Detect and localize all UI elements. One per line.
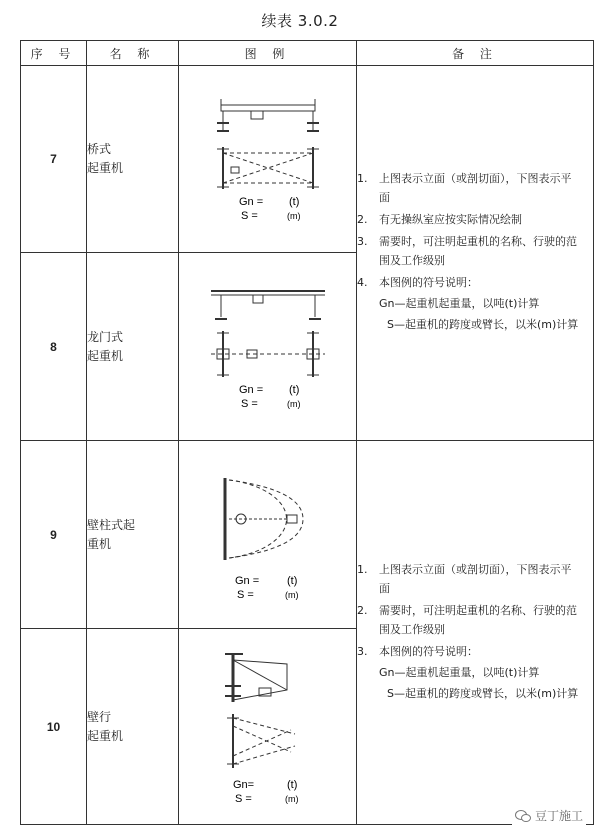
row-number: 9 bbox=[21, 441, 87, 629]
table-row bbox=[21, 441, 594, 629]
wall-travelling-crane-figure bbox=[203, 642, 333, 812]
row-name bbox=[87, 441, 179, 629]
bridge-crane-figure bbox=[203, 89, 333, 229]
symbol-s: S—起重机的跨度或臂长，以米(m)计算 bbox=[387, 318, 579, 331]
name-line: 起重机 bbox=[87, 161, 124, 175]
name-line: 龙门式 bbox=[87, 329, 124, 344]
notes-list bbox=[357, 560, 593, 703]
legend-cell bbox=[179, 66, 357, 253]
note-item bbox=[357, 642, 593, 703]
header-name: 名 称 bbox=[87, 41, 179, 66]
note-text-cont: 围及工作级别 bbox=[379, 622, 445, 636]
notes-cell bbox=[357, 66, 594, 441]
gn-unit: (t) bbox=[286, 574, 297, 587]
note-text-cont: 面 bbox=[379, 191, 390, 204]
note-number: 4. bbox=[357, 276, 368, 289]
gantry-crane-figure bbox=[203, 277, 333, 417]
s-label: S = bbox=[240, 397, 258, 410]
gn-label: Gn= bbox=[232, 778, 254, 791]
gn-label: Gn = bbox=[234, 574, 259, 587]
note-number: 3. bbox=[357, 235, 368, 248]
watermark-text: 豆丁施工 bbox=[534, 809, 583, 823]
row-name bbox=[87, 66, 179, 253]
note-text-cont: 围及工作级别 bbox=[379, 254, 445, 267]
note-number: 2. bbox=[357, 213, 368, 226]
table-title: 续表 3.0.2 bbox=[261, 12, 339, 30]
gn-label: Gn = bbox=[238, 383, 263, 396]
note-item bbox=[357, 210, 593, 229]
name-line: 壁柱式起 bbox=[87, 517, 136, 532]
symbol-gn: Gn—起重机起重量，以吨(t)计算 bbox=[379, 297, 540, 310]
row-number: 10 bbox=[21, 629, 87, 825]
name-line: 重机 bbox=[87, 536, 112, 551]
row-number: 8 bbox=[21, 253, 87, 441]
symbol-gn: Gn—起重机起重量，以吨(t)计算 bbox=[379, 665, 540, 679]
note-item bbox=[357, 273, 593, 334]
notes-cell bbox=[357, 441, 594, 825]
note-number: 2. bbox=[357, 603, 368, 617]
note-text: 有无操纵室应按实际情况绘制 bbox=[379, 213, 522, 226]
name-line: 桥式 bbox=[87, 142, 112, 156]
note-item bbox=[357, 601, 593, 639]
legend-cell bbox=[179, 253, 357, 441]
s-unit: (m) bbox=[284, 793, 298, 804]
note-item bbox=[357, 232, 593, 270]
note-text-cont: 面 bbox=[379, 581, 390, 595]
note-item bbox=[357, 560, 593, 598]
s-label: S = bbox=[236, 588, 254, 601]
s-label: S = bbox=[234, 792, 252, 805]
note-text: 需要时，可注明起重机的名称、行驶的范 bbox=[379, 235, 577, 248]
gn-unit: (t) bbox=[288, 383, 299, 396]
note-text: 本图例的符号说明： bbox=[379, 276, 478, 289]
symbol-s: S—起重机的跨度或臂长，以米(m)计算 bbox=[387, 686, 579, 700]
s-unit: (m) bbox=[284, 589, 298, 600]
watermark bbox=[512, 806, 586, 825]
header-note: 备 注 bbox=[357, 41, 594, 66]
header-seq: 序 号 bbox=[21, 41, 87, 66]
notes-list bbox=[357, 169, 593, 334]
note-text: 需要时，可注明起重机的名称、行驶的范 bbox=[379, 603, 577, 617]
gn-unit: (t) bbox=[286, 778, 297, 791]
name-line: 起重机 bbox=[87, 728, 124, 743]
legend-cell bbox=[179, 441, 357, 629]
note-number: 1. bbox=[357, 172, 368, 185]
wall-jib-crane-figure bbox=[203, 460, 333, 610]
s-unit: (m) bbox=[286, 211, 300, 221]
note-text: 上图表示立面（或剖切面），下图表示平 bbox=[379, 562, 572, 576]
note-text: 本图例的符号说明： bbox=[379, 644, 478, 658]
name-line: 起重机 bbox=[87, 348, 124, 363]
note-text: 上图表示立面（或剖切面），下图表示平 bbox=[379, 172, 572, 185]
gn-unit: (t) bbox=[288, 196, 299, 208]
table-row bbox=[21, 66, 594, 253]
header-row bbox=[21, 41, 594, 66]
row-number: 7 bbox=[21, 66, 87, 253]
note-number: 1. bbox=[357, 562, 368, 576]
header-legend: 图 例 bbox=[179, 41, 357, 66]
wechat-icon bbox=[515, 809, 531, 823]
name-line: 壁行 bbox=[87, 709, 112, 724]
legend-table bbox=[20, 40, 594, 825]
s-unit: (m) bbox=[286, 398, 300, 409]
legend-cell bbox=[179, 629, 357, 825]
row-name bbox=[87, 629, 179, 825]
s-label: S = bbox=[240, 210, 258, 222]
row-name bbox=[87, 253, 179, 441]
gn-label: Gn = bbox=[238, 196, 263, 208]
note-number: 3. bbox=[357, 644, 368, 658]
note-item bbox=[357, 169, 593, 207]
